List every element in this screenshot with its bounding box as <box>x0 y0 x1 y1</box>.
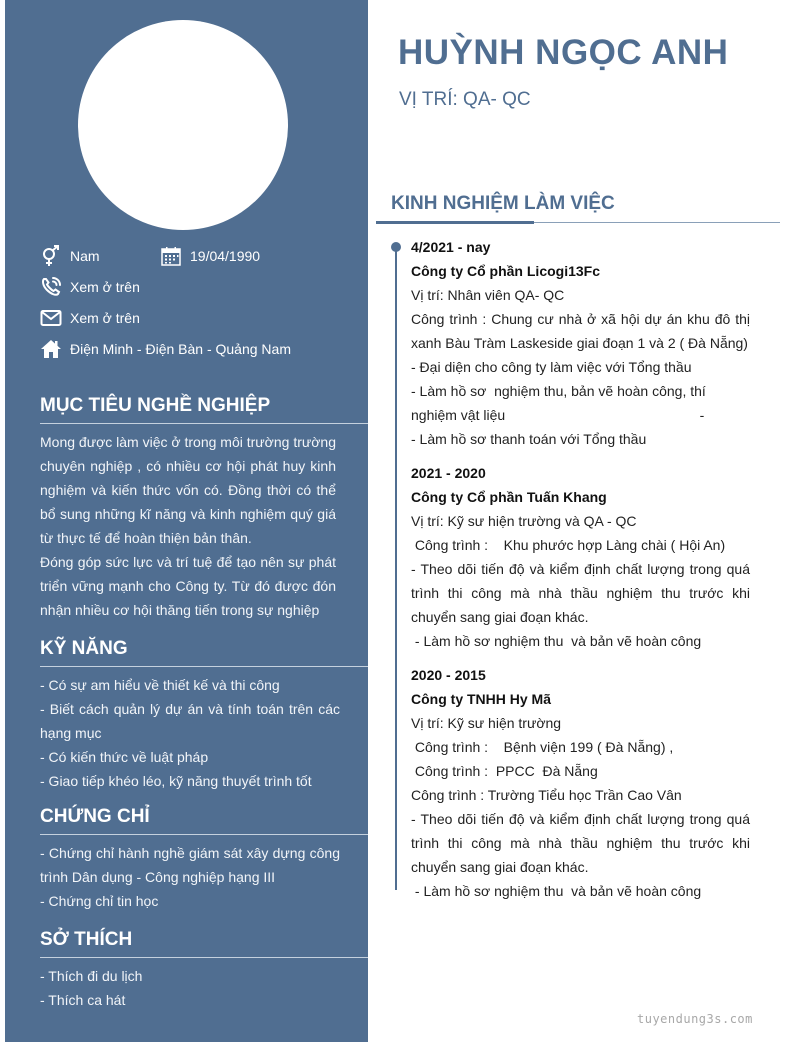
list-item: - Có kiến thức về luật pháp <box>40 749 209 765</box>
experience-heading: KINH NGHIỆM LÀM VIỆC <box>391 193 615 214</box>
job-line: - Làm hồ sơ thanh toán với Tổng thầu <box>411 431 647 447</box>
email-value: Xem ở trên <box>70 310 140 326</box>
certificates-heading: CHỨNG CHỈ <box>40 806 368 835</box>
candidate-name: HUỲNH NGỌC ANH <box>398 33 729 72</box>
job-company: Công ty Cổ phần Tuấn Khang <box>411 489 607 505</box>
list-item: - Chứng chỉ hành nghề giám sát xây dựng công trình Dân dụng - Công nghiệp hạng III <box>40 845 340 885</box>
list-item: - Giao tiếp khéo léo, kỹ năng thuyết trình tốt <box>40 773 312 789</box>
birthday-value: 19/04/1990 <box>190 248 261 264</box>
experience-divider-accent <box>376 221 534 224</box>
list-item: - Thích ca hát <box>40 992 126 1008</box>
job-line: Công trình : Chung cư nhà ở xã hội dự án khu đô thị xanh Bàu Tràm Laskeside giai đoạn 1 và 2 ( Đà Nẵng) <box>411 311 750 351</box>
email-row <box>40 308 140 328</box>
list-item: - Biết cách quản lý dự án và tính toán trên các hạng mục <box>40 701 340 741</box>
timeline-line <box>395 246 397 890</box>
objective-paragraph: Đóng góp sức lực và trí tuệ để tạo nên sự phát triển vững mạnh cho Công ty. Từ đó được đón nhận nhiều cơ hội thăng tiến trong sự nghiệp <box>40 554 336 618</box>
job-line: - Làm hồ sơ nghiệm thu, bản vẽ hoàn công, thí nghiệm vật liệu - <box>411 383 710 423</box>
birthday-row <box>160 246 260 266</box>
job-period: 4/2021 - nay <box>411 239 491 255</box>
gender-row <box>40 246 100 266</box>
objective-paragraph: Mong được làm việc ở trong môi trường trường chuyên nghiệp , có nhiều cơ hội phát huy kinh nghiệm và kiến thức vốn có. Đồng thời có thể bổ sung những kĩ năng và kinh nghiệm quý giá từ thực tế để hoàn thiện bản thân. <box>40 434 336 546</box>
candidate-position: VỊ TRÍ: QA- QC <box>399 89 531 110</box>
job-line: Công trình : PPCC Đà Nẵng <box>411 763 598 779</box>
phone-icon <box>40 277 62 297</box>
objective-heading: MỤC TIÊU NGHỀ NGHIỆP <box>40 395 368 424</box>
hobbies-list <box>40 964 340 1012</box>
job-line: Công trình : Khu phước hợp Làng chài ( Hội An) <box>411 537 726 553</box>
skills-list <box>40 673 340 793</box>
job-line: Công trình : Bệnh viện 199 ( Đà Nẵng) , <box>411 739 674 755</box>
calendar-icon <box>160 246 182 266</box>
gender-icon <box>40 246 62 266</box>
experience-item <box>411 461 750 653</box>
hobbies-heading: SỞ THÍCH <box>40 929 368 958</box>
experience-item <box>411 663 750 903</box>
address-row <box>40 339 291 359</box>
job-line: - Theo dõi tiến độ và kiểm định chất lượng trong quá trình thi công mà nhà thầu nghiệm thu trước khi chuyển sang giai đoạn khác. <box>411 811 750 875</box>
timeline-dot <box>391 242 401 252</box>
phone-row <box>40 277 140 297</box>
job-line: Vị trí: Kỹ sư hiện trường <box>411 715 562 731</box>
job-period: 2020 - 2015 <box>411 667 486 683</box>
job-line: Công trình : Trường Tiểu học Trần Cao Vân <box>411 787 682 803</box>
skills-heading: KỸ NĂNG <box>40 638 368 667</box>
list-item: - Có sự am hiểu về thiết kế và thi công <box>40 677 280 693</box>
job-period: 2021 - 2020 <box>411 465 486 481</box>
watermark: tuyendung3s.com <box>637 1012 753 1026</box>
gender-value: Nam <box>70 248 100 264</box>
profile-photo <box>78 20 288 230</box>
mail-icon <box>40 308 62 328</box>
list-item: - Chứng chỉ tin học <box>40 893 159 909</box>
experience-item <box>411 235 750 451</box>
certificates-list <box>40 841 340 913</box>
home-icon <box>40 339 62 359</box>
job-company: Công ty Cổ phần Licogi13Fc <box>411 263 601 279</box>
list-item: - Thích đi du lịch <box>40 968 143 984</box>
job-line: - Làm hồ sơ nghiệm thu và bản vẽ hoàn công <box>411 883 702 899</box>
job-company: Công ty TNHH Hy Mã <box>411 691 551 707</box>
job-line: Vị trí: Nhân viên QA- QC <box>411 287 565 303</box>
address-value: Điện Minh - Điện Bàn - Quảng Nam <box>70 341 291 357</box>
job-line: - Theo dõi tiến độ và kiểm định chất lượng trong quá trình thi công mà nhà thầu nghiệm thu trước khi chuyển sang giai đoạn khác. <box>411 561 750 625</box>
phone-value: Xem ở trên <box>70 279 140 295</box>
job-line: - Làm hồ sơ nghiệm thu và bản vẽ hoàn công <box>411 633 702 649</box>
job-line: Vị trí: Kỹ sư hiện trường và QA - QC <box>411 513 637 529</box>
job-line: - Đại diện cho công ty làm việc với Tổng thầu <box>411 359 692 375</box>
sidebar <box>5 0 368 1042</box>
objective-text <box>40 430 336 622</box>
